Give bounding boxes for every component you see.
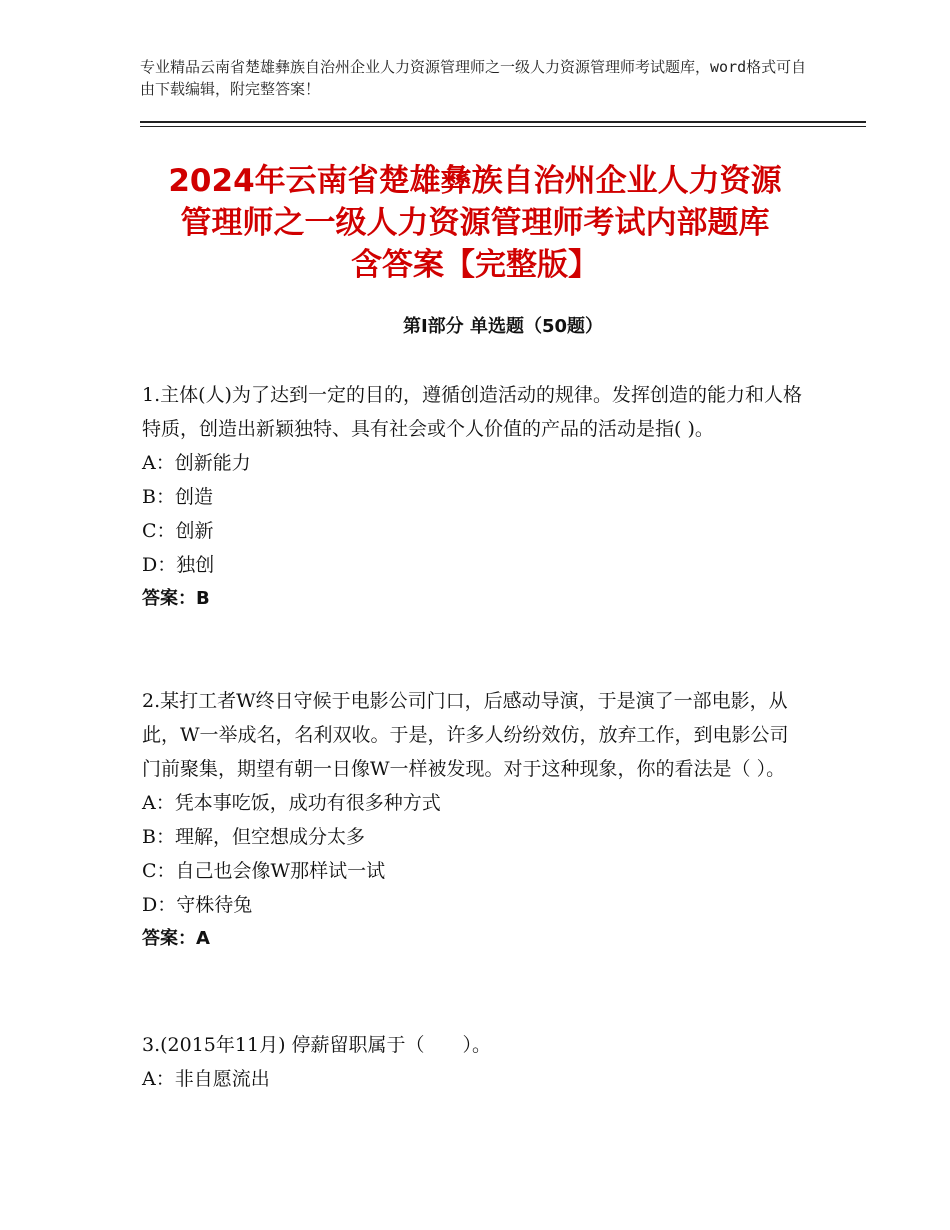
question-2 (142, 684, 802, 956)
answer: 答案：A (142, 928, 210, 949)
option-d: D：守株待兔 (142, 894, 253, 916)
title-line: 管理师之一级人力资源管理师考试内部题库 (180, 205, 770, 241)
option-c: C：自己也会像W那样试一试 (142, 860, 386, 882)
answer: 答案：B (142, 588, 210, 609)
option-b: B：创造 (142, 486, 213, 508)
title-line: 2024年云南省楚雄彝族自治州企业人力资源 (168, 163, 782, 199)
question-stem: 2.某打工者W终日守候于电影公司门口，后感动导演，于是演了一部电影，从此，W一举成名，名利双收。于是，许多人纷纷效仿，放弃工作，到电影公司门前聚集，期望有朝一日像W一样被发现。对于这种现象，你的看法是（ ）。 (142, 690, 789, 780)
document-title (110, 160, 840, 286)
question-stem: 1.主体(人)为了达到一定的目的，遵循创造活动的规律。发挥创造的能力和人格特质，创造出新颖独特、具有社会或个人价值的产品的活动是指( )。 (142, 384, 802, 440)
option-b: B：理解，但空想成分太多 (142, 826, 365, 848)
option-a: A：凭本事吃饭，成功有很多种方式 (142, 792, 441, 814)
option-a: A：创新能力 (142, 452, 251, 474)
option-a: A：非自愿流出 (142, 1068, 270, 1090)
header-note: 专业精品云南省楚雄彝族自治州企业人力资源管理师之一级人力资源管理师考试题库，word格式可自由下载编辑，附完整答案！ (140, 58, 807, 98)
option-d: D：独创 (142, 554, 215, 576)
header-divider-thick (140, 121, 866, 123)
header-divider-thin (140, 126, 866, 127)
question-stem: 3.(2015年11月) 停薪留职属于（ ）。 (142, 1034, 492, 1056)
title-line: 含答案【完整版】 (351, 247, 599, 283)
question-1 (142, 378, 802, 616)
option-c: C：创新 (142, 520, 214, 542)
section-title: 第Ⅰ部分 单选题（50题） (402, 316, 603, 337)
question-3 (142, 1028, 802, 1096)
